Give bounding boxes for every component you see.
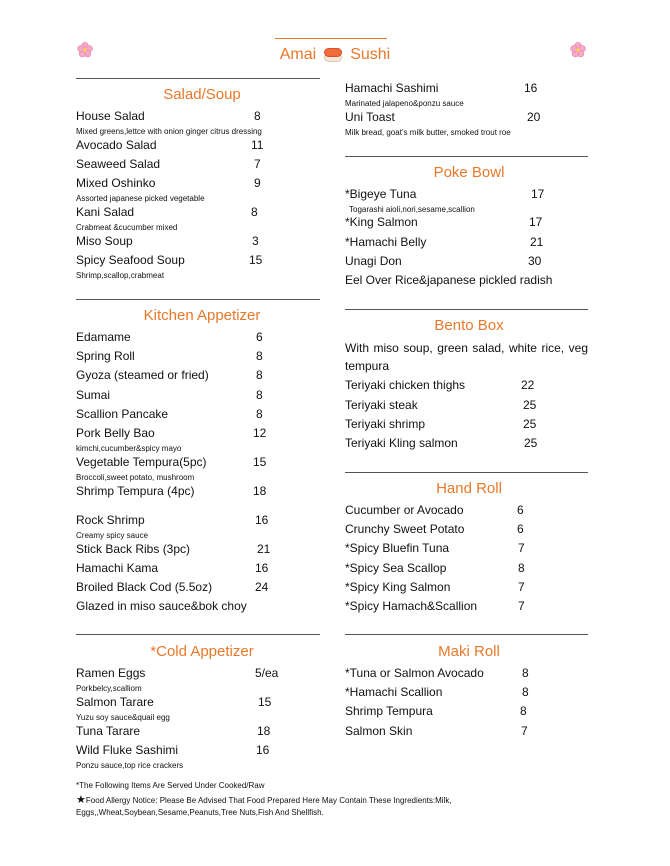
menu-price: 25 bbox=[524, 436, 538, 450]
title-right: Sushi bbox=[350, 46, 391, 63]
menu-description: Togarashi aioli,nori,sesame,scallion bbox=[349, 205, 475, 214]
menu-description: Shrimp,scallop,crabmeat bbox=[76, 271, 165, 280]
menu-price: 11 bbox=[251, 138, 264, 152]
menu-description: Marinated jalapeno&ponzu sauce bbox=[345, 99, 464, 108]
menu-description: Crabmeat &cucumber mixed bbox=[76, 223, 178, 232]
menu-item: Edamame bbox=[76, 330, 131, 344]
menu-price: 15 bbox=[258, 695, 272, 709]
menu-price: 16 bbox=[255, 513, 269, 527]
menu-price: 21 bbox=[257, 542, 271, 556]
menu-price: 8 bbox=[256, 388, 263, 402]
menu-item: Avocado Salad bbox=[76, 138, 157, 152]
menu-price: 15 bbox=[253, 455, 267, 469]
menu-price: 30 bbox=[528, 254, 542, 268]
menu-price: 5/ea bbox=[255, 666, 279, 680]
menu-item: Stick Back Ribs (3pc) bbox=[76, 542, 191, 556]
menu-price: 16 bbox=[256, 743, 270, 757]
menu-price: 21 bbox=[530, 235, 544, 249]
menu-item: Gyoza (steamed or fried) bbox=[76, 368, 209, 382]
divider bbox=[76, 299, 320, 300]
menu-item: *Bigeye Tuna bbox=[345, 187, 417, 201]
menu-item: Shrimp Tempura (4pc) bbox=[76, 484, 195, 498]
menu-item: House Salad bbox=[76, 109, 145, 123]
sushi-icon bbox=[322, 47, 344, 60]
menu-price: 7 bbox=[521, 724, 528, 738]
menu-price: 6 bbox=[517, 522, 524, 536]
menu-price: 8 bbox=[254, 109, 261, 123]
divider bbox=[345, 156, 588, 157]
menu-price: 9 bbox=[254, 176, 261, 190]
menu-item: Hamachi Kama bbox=[76, 561, 159, 575]
menu-price: 17 bbox=[531, 187, 545, 201]
header-rule bbox=[275, 38, 387, 39]
menu-item: Rock Shrimp bbox=[76, 513, 145, 527]
raw-notice: *The Following Items Are Served Under Cooked/Raw bbox=[76, 781, 265, 790]
menu-item: *Hamachi Belly bbox=[345, 235, 427, 249]
menu-price: 8 bbox=[518, 561, 525, 575]
section-heading-salad-soup: Salad/Soup bbox=[163, 86, 241, 103]
menu-price: 24 bbox=[255, 580, 269, 594]
cherry-blossom-icon bbox=[77, 42, 93, 58]
menu-item-note: Eel Over Rice&japanese pickled radish bbox=[345, 273, 553, 287]
menu-price: 7 bbox=[518, 599, 525, 613]
section-heading-maki-roll: Maki Roll bbox=[438, 643, 500, 660]
menu-item: Tuna Tarare bbox=[76, 724, 141, 738]
menu-item: Miso Soup bbox=[76, 234, 133, 248]
menu-description: Milk bread, goat’s milk butter, smoked trout roe bbox=[345, 128, 511, 137]
bento-intro: With miso soup, green salad, white rice, veg tempura bbox=[345, 341, 588, 373]
menu-description: Mixed greens,lettce with onion ginger citrus dressing bbox=[76, 127, 262, 136]
menu-description: Creamy spicy sauce bbox=[76, 531, 149, 540]
menu-item: Seaweed Salad bbox=[76, 157, 161, 171]
section-heading-hand-roll: Hand Roll bbox=[436, 480, 502, 497]
allergy-text: Food Allergy Notice: Please Be Advised That Food Prepared Here May Contain These Ingredients:Milk, Eggs,,Wheat,Soybean,Sesame,Peanuts,Tree Nuts,Fish And Shellfish. bbox=[76, 796, 452, 817]
menu-description: kimchi,cucumber&spicy mayo bbox=[76, 444, 182, 453]
menu-price: 16 bbox=[524, 81, 538, 95]
menu-item: Crunchy Sweet Potato bbox=[345, 522, 465, 536]
menu-item: *Spicy Sea Scallop bbox=[345, 561, 447, 575]
divider bbox=[345, 309, 588, 310]
allergy-notice bbox=[76, 794, 516, 819]
menu-item: Sumai bbox=[76, 388, 111, 402]
menu-price: 8 bbox=[256, 349, 263, 363]
menu-item: Shrimp Tempura bbox=[345, 704, 433, 718]
section-heading-bento-box: Bento Box bbox=[434, 317, 504, 334]
menu-item: *Spicy Hamach&Scallion bbox=[345, 599, 478, 613]
menu-item: Teriyaki shrimp bbox=[345, 417, 426, 431]
menu-price: 12 bbox=[253, 426, 267, 440]
menu-item: Salmon Tarare bbox=[76, 695, 154, 709]
menu-price: 6 bbox=[256, 330, 263, 344]
menu-price: 7 bbox=[254, 157, 261, 171]
menu-price: 18 bbox=[257, 724, 271, 738]
menu-item: Spicy Seafood Soup bbox=[76, 253, 185, 267]
menu-price: 3 bbox=[252, 234, 259, 248]
menu-item: Teriyaki chicken thighs bbox=[345, 378, 466, 392]
menu-price: 16 bbox=[255, 561, 269, 575]
divider bbox=[76, 634, 320, 635]
menu-description: Assorted japanese picked vegetable bbox=[76, 194, 205, 203]
menu-item: Teriyaki Kling salmon bbox=[345, 436, 458, 450]
menu-price: 25 bbox=[523, 417, 537, 431]
menu-description: Broccoli,sweet potato, mushroom bbox=[76, 473, 195, 482]
menu-description: Ponzu sauce,top rice crackers bbox=[76, 761, 184, 770]
menu-description: Porkbelcy,scalliom bbox=[76, 684, 142, 693]
menu-price: 8 bbox=[256, 407, 263, 421]
menu-item: Cucumber or Avocado bbox=[345, 503, 464, 517]
menu-item: *Hamachi Scallion bbox=[345, 685, 443, 699]
menu-item: *Tuna or Salmon Avocado bbox=[345, 666, 484, 680]
title-left: Amai bbox=[279, 46, 317, 63]
menu-price: 7 bbox=[518, 541, 525, 555]
divider bbox=[345, 472, 588, 473]
menu-item: Hamachi Sashimi bbox=[345, 81, 439, 95]
menu-item: Ramen Eggs bbox=[76, 666, 146, 680]
section-heading-kitchen-appetizer: Kitchen Appetizer bbox=[143, 307, 261, 324]
section-heading-cold-appetizer: *Cold Appetizer bbox=[150, 643, 254, 660]
menu-item: Salmon Skin bbox=[345, 724, 413, 738]
menu-price: 8 bbox=[522, 685, 529, 699]
section-heading-poke-bowl: Poke Bowl bbox=[433, 164, 505, 181]
menu-item: Unagi Don bbox=[345, 254, 402, 268]
divider bbox=[345, 634, 588, 635]
menu-price: 8 bbox=[520, 704, 527, 718]
menu-price: 15 bbox=[249, 253, 263, 267]
menu-description: Yuzu soy sauce&quail egg bbox=[76, 713, 170, 722]
menu-item: *Spicy King Salmon bbox=[345, 580, 451, 594]
divider bbox=[76, 78, 320, 79]
menu-item: Wild Fluke Sashimi bbox=[76, 743, 179, 757]
cherry-blossom-icon bbox=[570, 42, 586, 58]
menu-price: 8 bbox=[522, 666, 529, 680]
menu-price: 20 bbox=[527, 110, 541, 124]
menu-price: 17 bbox=[529, 215, 543, 229]
menu-item: Kani Salad bbox=[76, 205, 135, 219]
menu-item: Scallion Pancake bbox=[76, 407, 169, 421]
menu-price: 6 bbox=[517, 503, 524, 517]
menu-item-note: Glazed in miso sauce&bok choy bbox=[76, 599, 247, 613]
menu-price: 8 bbox=[251, 205, 258, 219]
menu-price: 25 bbox=[523, 398, 537, 412]
menu-price: 8 bbox=[256, 368, 263, 382]
menu-price: 22 bbox=[521, 378, 535, 392]
menu-item: Vegetable Tempura(5pc) bbox=[76, 455, 207, 469]
menu-item: Pork Belly Bao bbox=[76, 426, 155, 440]
menu-price: 18 bbox=[253, 484, 267, 498]
menu-item: Teriyaki steak bbox=[345, 398, 418, 412]
menu-item: *King Salmon bbox=[345, 215, 418, 229]
menu-item: Mixed Oshinko bbox=[76, 176, 156, 190]
menu-item: *Spicy Bluefin Tuna bbox=[345, 541, 450, 555]
menu-item: Broiled Black Cod (5.5oz) bbox=[76, 580, 213, 594]
menu-item: Spring Roll bbox=[76, 349, 135, 363]
star-icon: ★ bbox=[76, 794, 86, 806]
menu-item: Uni Toast bbox=[345, 110, 395, 124]
menu-price: 7 bbox=[518, 580, 525, 594]
